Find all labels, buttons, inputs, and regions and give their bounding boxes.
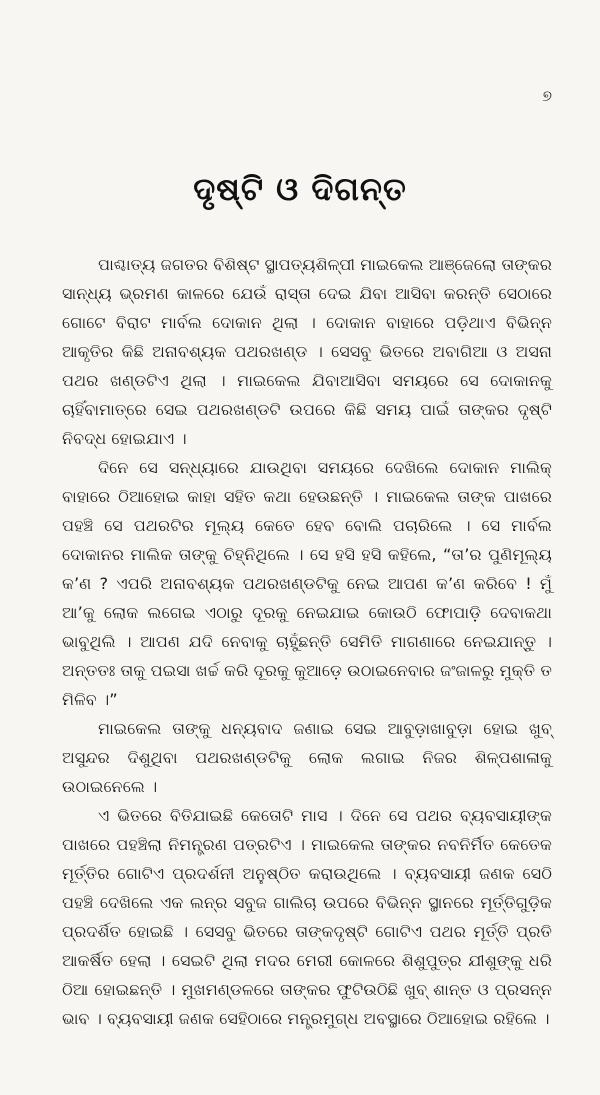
paragraph: ପାଶ୍ଚାତ୍ୟ ଜଗତର ବିଶିଷ୍ଟ ସ୍ଥାପତ୍ୟଶିଳ୍ପୀ ମାଇକେଲ ଆଞ୍ଜେଲୋ ତାଙ୍କର ସାନ୍ଧ୍ୟ ଭ୍ରମଣ କାଳରେ ଯେଉଁ ରାସ୍ତା ଦେଇ ଯିବା ଆସିବା କରନ୍ତି ସେଠାରେ ଗୋଟେ ବିରାଟ ମାର୍ବଲ ଦୋକାନ ଥିଲା । ଦୋକାନ ବାହାରେ ପଡ଼ିଥାଏ ବିଭିନ୍ନ ଆକୃତିର କିଛି ଅନାବଶ୍ୟକ ପଥରଖଣ୍ଡ । ସେସବୁ ଭିତରେ ଅବାଗିଆ ଓ ଅସନା ପଥର ଖଣ୍ଡଟିଏ ଥିଲା । ମାଇକେଲ ଯିବାଆସିବା ସମୟରେ ସେ ଦୋକାନକୁ ଚାହିଁବାମାତ୍ରେ ସେଇ ପଥରଖଣ୍ଡଟି ଉପରେ କିଛି ସମୟ ପାଇଁ ତାଙ୍କର ଦୃଷ୍ଟି ନିବଦ୍ଧ ହୋଇଯାଏ । <box>62 255 552 448</box>
paragraph: ଦିନେ ସେ ସନ୍ଧ୍ୟାରେ ଯାଉଥିବା ସମୟରେ ଦେଖିଲେ ଦୋକାନ ମାଲିକ୍ ବାହାରେ ଠିଆହୋଇ କାହା ସହିତ କଥା ହେଉଛନ୍ତି । ମାଇକେଲ ତାଙ୍କ ପାଖରେ ପହଞ୍ଚି ସେ ପଥରଟିର ମୂଲ୍ୟ କେତେ ହେବ ବୋଲି ପଚାରିଲେ । ସେ ମାର୍ବଲ ଦୋକାନର ମାଲିକ ତାଙ୍କୁ ଚିହ୍ନିଥିଲେ । ସେ ହସି ହସି କହିଲେ, “ତା’ର ପୁଣିମୂଲ୍ୟ କ’ଣ ? ଏପରି ଅନାବଶ୍ୟକ ପଥରଖଣ୍ଡଟିକୁ ନେଇ ଆପଣ କ’ଣ କରିବେ ! ମୁଁ ଆ’କୁ ଲୋକ ଲଗେଇ ଏଠାରୁ ଦୂରକୁ ନେଇଯାଇ କୋଉଠି ଫୋପାଡ଼ି ଦେବାକଥା ଭାବୁଥିଲି । ଆପଣ ଯଦି ନେବାକୁ ଚାହୁଁଛନ୍ତି ସେମିତି ମାଗଣାରେ ନେଇଯାନ୍ତୁ । ଅନ୍ତତଃ ତାକୁ ପଇସା ଖର୍ଚ୍ଚ କରି ଦୂରକୁ କୁଆଡ଼େ ଉଠାଇନେବାର ଜଂଜାଳରୁ ମୁକ୍ତି ତ ମିଳିବ ।” <box>62 458 552 709</box>
paragraph: ମାଇକେଲ ତାଙ୍କୁ ଧନ୍ୟବାଦ ଜଣାଇ ସେଇ ଆବୁଡ଼ାଖାବୁଡ଼ା ହୋଇ ଖୁବ୍ ଅସୁନ୍ଦର ଦିଶୁଥିବା ପଥରଖଣ୍ଡଟିକୁ ଲୋକ ଲଗାଇ ନିଜର ଶିଳ୍ପଶାଳାକୁ ଉଠାଇନେଲେ । <box>62 719 552 796</box>
paragraph: ଏ ଭିତରେ ବିତିଯାଇଛି କେତୋଟି ମାସ । ଦିନେ ସେ ପଥର ବ୍ୟବସାୟୀଙ୍କ ପାଖରେ ପହଞ୍ଚିଲା ନିମନ୍ତ୍ରଣ ପତ୍ରଟିଏ । ମାଇକେଲ ତାଙ୍କର ନବନିର୍ମିତ କେତେକ ମୂର୍ତ୍ତିର ଗୋଟିଏ ପ୍ରଦର୍ଶନୀ ଅନୁଷ୍ଠିତ କରାଉଥିଲେ । ବ୍ୟବସାୟୀ ଜଣକ ସେଠି ପହଞ୍ଚି ଦେଖିଲେ ଏକ ଲନ୍‌ର ସବୁଜ ଗାଲିଚା ଉପରେ ବିଭିନ୍ନ ସ୍ଥାନରେ ମୂର୍ତ୍ତିଗୁଡ଼ିକ ପ୍ରଦର୍ଶିତ ହୋଇଛି । ସେସବୁ ଭିତରେ ତାଙ୍କଦୃଷ୍ଟି ଗୋଟିଏ ପଥର ମୂର୍ତ୍ତି ପ୍ରତି ଆକର୍ଷିତ ହେଲା । ସେଇଟି ଥିଲା ମଦର ମେରୀ କୋଳରେ ଶିଶୁପୁତ୍ର ଯୀଶୁଙ୍କୁ ଧରି ଠିଆ ହୋଇଛନ୍ତି । ମୁଖମଣ୍ଡଳରେ ତାଙ୍କର ଫୁଟିଉଠିଛି ଖୁବ୍ ଶାନ୍ତ ଓ ପ୍ରସନ୍ନ ଭାବ । ବ୍ୟବସାୟୀ ଜଣକ ସେହିଠାରେ ମନ୍ତ୍ରମୁଗ୍ଧ ଅବସ୍ଥାରେ ଠିଆହୋଇ ରହିଲେ । <box>62 806 552 1028</box>
page-number: ୭ <box>542 86 552 105</box>
body-text <box>62 250 552 1033</box>
chapter-title: ଦୃଷ୍ଟି ଓ ଦିଗନ୍ତ <box>193 170 407 208</box>
